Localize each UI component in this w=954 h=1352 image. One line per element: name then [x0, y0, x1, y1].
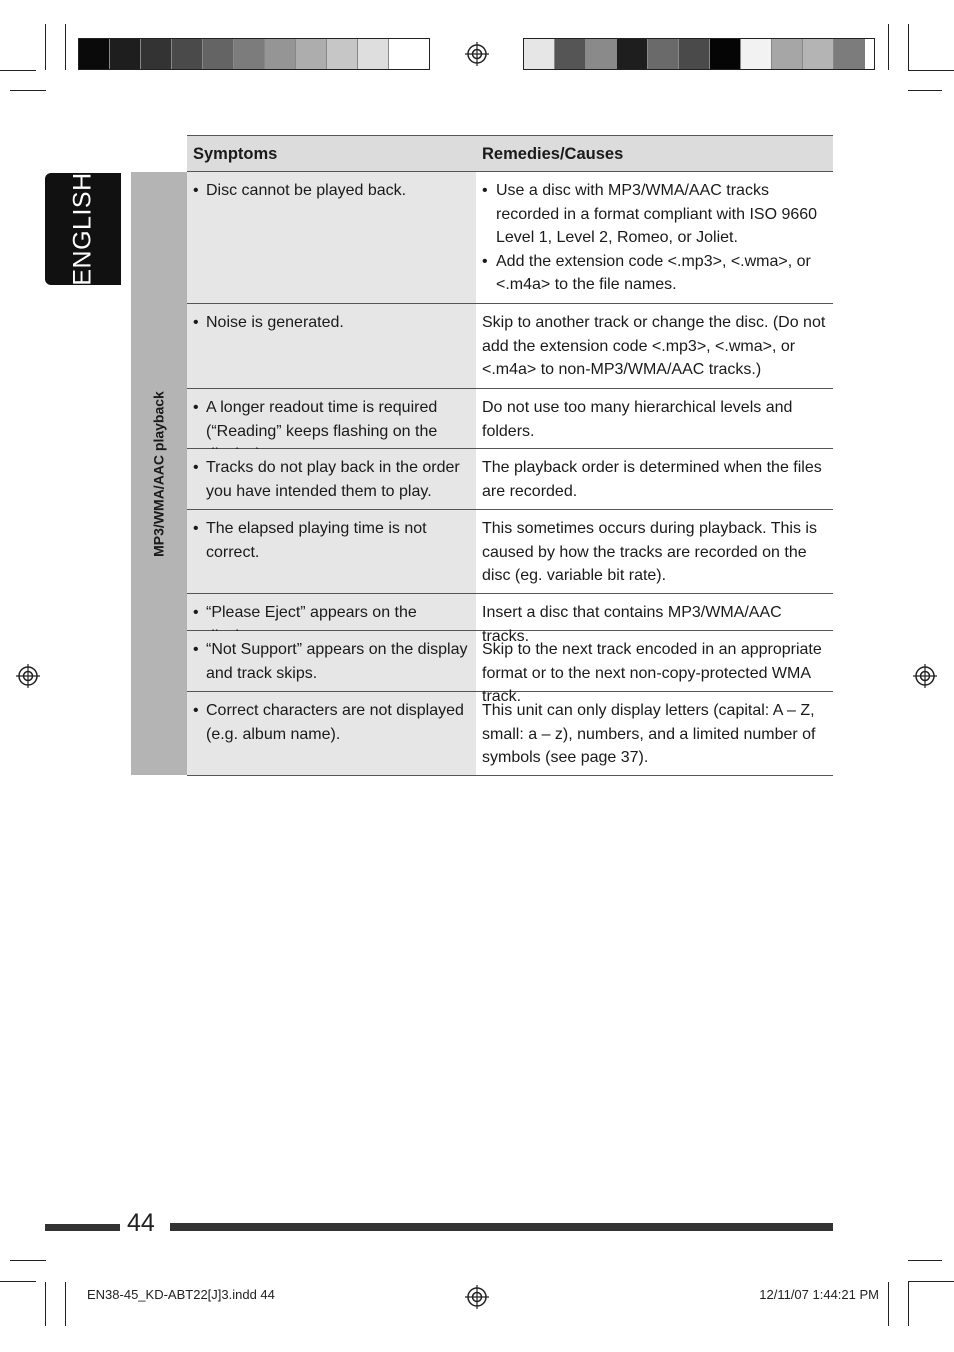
color-swatch [524, 39, 555, 69]
crop-mark [65, 24, 66, 70]
header-remedies: Remedies/Causes [482, 145, 624, 163]
symptom-cell: • Correct characters are not displayed (e.g. album name). [187, 692, 476, 775]
remedy-cell [476, 692, 833, 775]
color-swatch [710, 39, 741, 69]
remedy-text: The playback order is determined when the files are recorded. [482, 459, 822, 500]
color-swatch [327, 39, 358, 69]
symptom-cell: • The elapsed playing time is not correct. [187, 510, 476, 593]
remedy-cell [476, 172, 833, 303]
crop-mark [45, 24, 46, 70]
page-number: 44 [127, 1209, 155, 1237]
table-row [187, 594, 833, 645]
color-swatch [555, 39, 586, 69]
crop-mark [0, 70, 36, 71]
color-swatch [141, 39, 172, 69]
table-row [187, 449, 833, 510]
symptom-cell: • A longer readout time is required (“Reading” keeps flashing on the [187, 389, 476, 448]
symptom-text: Tracks do not play back in the order you have intended them to play. [206, 459, 460, 500]
symptom-cell: • Noise is generated. [187, 304, 476, 388]
page-bar-left [45, 1224, 120, 1231]
remedy-cell [476, 389, 833, 448]
color-swatch [772, 39, 803, 69]
crop-mark [45, 1282, 46, 1326]
color-swatch [389, 39, 420, 69]
crop-mark [908, 24, 909, 70]
crop-mark [65, 1282, 66, 1326]
section-side-label [131, 172, 187, 775]
table-row [187, 510, 833, 594]
symptom-cell: • “Please Eject” appears on the [187, 594, 476, 630]
remedy-text: This unit can only display letters (capital: A – Z, small: a – z), numbers, and a limited number of symbols (see page 37). [482, 702, 816, 766]
color-swatch [834, 39, 865, 69]
crop-mark [908, 1281, 954, 1282]
color-swatch [741, 39, 772, 69]
crop-mark [888, 24, 889, 70]
crop-mark [10, 1260, 46, 1261]
header-symptoms: Symptoms [193, 145, 278, 163]
crop-mark [908, 90, 942, 91]
color-swatch [679, 39, 710, 69]
remedy-cell [476, 510, 833, 593]
remedy-text: Skip to another track or change the disc. (Do not add the extension code <.mp3>, <.wma>, or <.m4a> to non-MP3/WMA/AAC tracks.) [482, 314, 826, 378]
crop-mark [10, 90, 46, 91]
crop-mark [908, 70, 954, 71]
table-row [187, 631, 833, 705]
registration-mark-icon [465, 42, 489, 66]
remedy-item: • Use a disc with MP3/WMA/AAC tracks recorded in a format compliant with ISO 9660 Level 1, Level 2, Romeo, or Joliet. [482, 179, 827, 250]
color-swatch [172, 39, 203, 69]
table-row [187, 172, 833, 304]
remedy-cell [476, 631, 833, 705]
language-tab-label: ENGLISH [68, 172, 97, 286]
registration-mark-icon [465, 1285, 489, 1309]
remedy-cell [476, 449, 833, 509]
symptom-text: The elapsed playing time is not correct. [206, 520, 427, 561]
symptom-cell: • “Not Support” appears on the display and track skips. [187, 631, 476, 691]
symptom-cell: • Disc cannot be played back. [187, 172, 476, 303]
color-swatch [586, 39, 617, 69]
color-swatch [648, 39, 679, 69]
color-swatch [803, 39, 834, 69]
color-swatch [265, 39, 296, 69]
symptom-text: Correct characters are not displayed (e.g. album name). [206, 702, 464, 743]
crop-mark [888, 1282, 889, 1326]
color-bar-right [523, 38, 875, 70]
symptom-text: “Please Eject” appears on the [206, 604, 417, 621]
color-bar-left [78, 38, 430, 70]
table-row [187, 692, 833, 776]
symptom-text: A longer readout time is required (“Reading” keeps flashing on the [206, 399, 438, 440]
table-row [187, 304, 833, 389]
color-swatch [110, 39, 141, 69]
remedy-list [482, 179, 827, 297]
symptom-text: “Not Support” appears on the display and track skips. [206, 641, 468, 682]
color-swatch [358, 39, 389, 69]
slug-filename: EN38-45_KD-ABT22[J]3.indd 44 [87, 1287, 275, 1302]
registration-mark-icon [913, 664, 937, 688]
color-swatch [234, 39, 265, 69]
color-swatch [203, 39, 234, 69]
crop-mark [908, 1260, 942, 1261]
table-header [187, 135, 833, 172]
remedy-cell [476, 304, 833, 388]
page-bar-right [170, 1223, 833, 1231]
slug-timestamp: 12/11/07 1:44:21 PM [759, 1287, 879, 1302]
remedy-text: Skip to the next track encoded in an appropriate format or to the next non-copy-protected WMA track. [482, 641, 822, 705]
crop-mark [0, 1281, 36, 1282]
symptom-text: Noise is generated. [206, 314, 344, 331]
symptom-cell: • Tracks do not play back in the order you have intended them to play. [187, 449, 476, 509]
color-swatch [79, 39, 110, 69]
remedy-text: Do not use too many hierarchical levels and folders. [482, 399, 793, 440]
crop-mark [908, 1282, 909, 1326]
table-row [187, 389, 833, 449]
remedy-cell [476, 594, 833, 645]
remedy-text: This sometimes occurs during playback. This is caused by how the tracks are recorded on the disc (eg. variable bit rate). [482, 520, 817, 584]
section-label: MP3/WMA/AAC playback [150, 390, 167, 557]
registration-mark-icon [16, 664, 40, 688]
symptom-text: Disc cannot be played back. [206, 182, 407, 199]
color-swatch [296, 39, 327, 69]
language-tab [45, 173, 121, 285]
color-swatch [617, 39, 648, 69]
remedy-item: • Add the extension code <.mp3>, <.wma>, or <.m4a> to the file names. [482, 250, 827, 297]
remedy-text: Insert a disc that contains MP3/WMA/AAC tracks. [482, 604, 782, 645]
